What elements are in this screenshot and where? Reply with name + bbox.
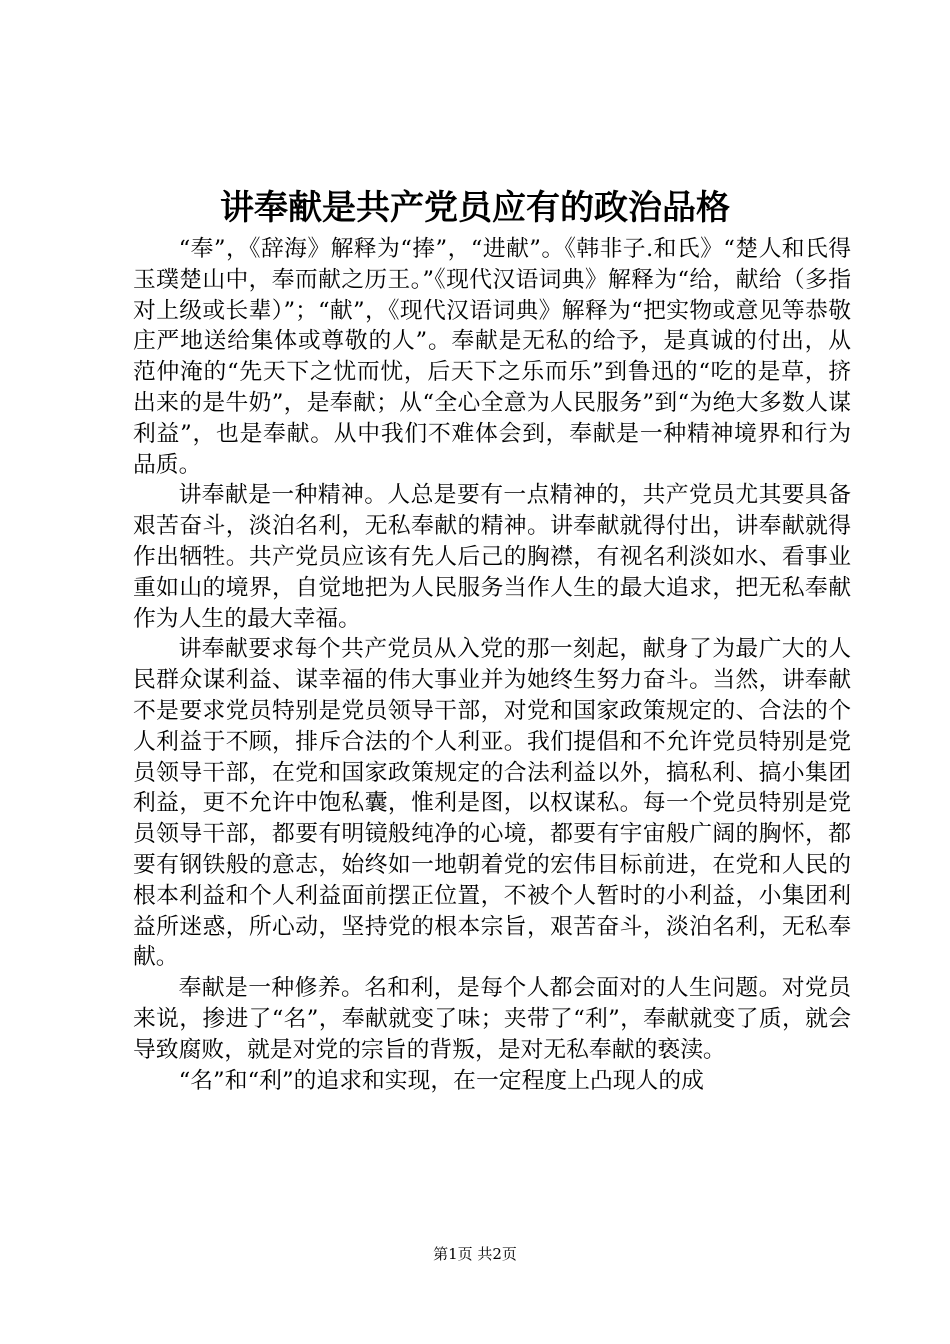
paragraph-2: 讲奉献是一种精神。人总是要有一点精神的，共产党员尤其要具备艰苦奋斗，淡泊名利，无私奉献的精神。讲奉献就得付出，讲奉献就得作出牺牲。共产党员应该有先人后己的胸襟，有视名利淡如水、看事业重如山的境界，自觉地把为人民服务当作人生的最大追求，把无私奉献作为人生的最大幸福。	[133, 482, 851, 632]
paragraph-3: 讲奉献要求每个共产党员从入党的那一刻起，献身了为最广大的人民群众谋利益、谋幸福的伟大事业并为她终生努力奋斗。当然，讲奉献不是要求党员特别是党员领导干部，对党和国家政策规定的、合法的个人利益于不顾，排斥合法的个人利亚。我们提倡和不允许党员特别是党员领导干部，在党和国家政策规定的合法利益以外，搞私利、搞小集团利益，更不允许中饱私囊，惟利是图，以权谋私。每一个党员特别是党员领导干部，都要有明镜般纯净的心境，都要有宇宙般广阔的胸怀，都要有钢铁般的意志，始终如一地朝着党的宏伟目标前进，在党和人民的根本利益和个人利益面前摆正位置，不被个人暂时的小利益，小集团利益所迷惑，所心动，坚持党的根本宗旨，艰苦奋斗，淡泊名利，无私奉献。	[133, 636, 851, 971]
paragraph-4: 奉献是一种修养。名和利，是每个人都会面对的人生问题。对党员来说，掺进了“名”，奉献就变了味；夹带了“利”，奉献就变了质，就会导致腐败，就是对党的宗旨的背叛，是对无私奉献的亵渎。	[133, 975, 851, 1063]
page-footer: 第1页 共2页	[433, 1245, 517, 1263]
document-body	[133, 234, 851, 1096]
paragraph-5: “名”和“利”的追求和实现，在一定程度上凸现人的成	[178, 1067, 704, 1094]
document-title: 讲奉献是共产党员应有的政治品格	[220, 188, 730, 228]
paragraph-1: “奉”，《辞海》解释为“捧”，“进献”。《韩非子.和氏》“楚人和氏得玉璞楚山中，奉而献之历王。”《现代汉语词典》解释为“给，献给（多指对上级或长辈）”；“献”，《现代汉语词典》解释为“把实物或意见等恭敬庄严地送给集体或尊敬的人”。奉献是无私的给予，是真诚的付出，从范仲淹的“先天下之忧而忧，后天下之乐而乐”到鲁迅的“吃的是草，挤出来的是牛奶”，是奉献；从“全心全意为人民服务”到“为绝大多数人谋利益”，也是奉献。从中我们不难体会到，奉献是一种精神境界和行为品质。	[133, 236, 851, 478]
